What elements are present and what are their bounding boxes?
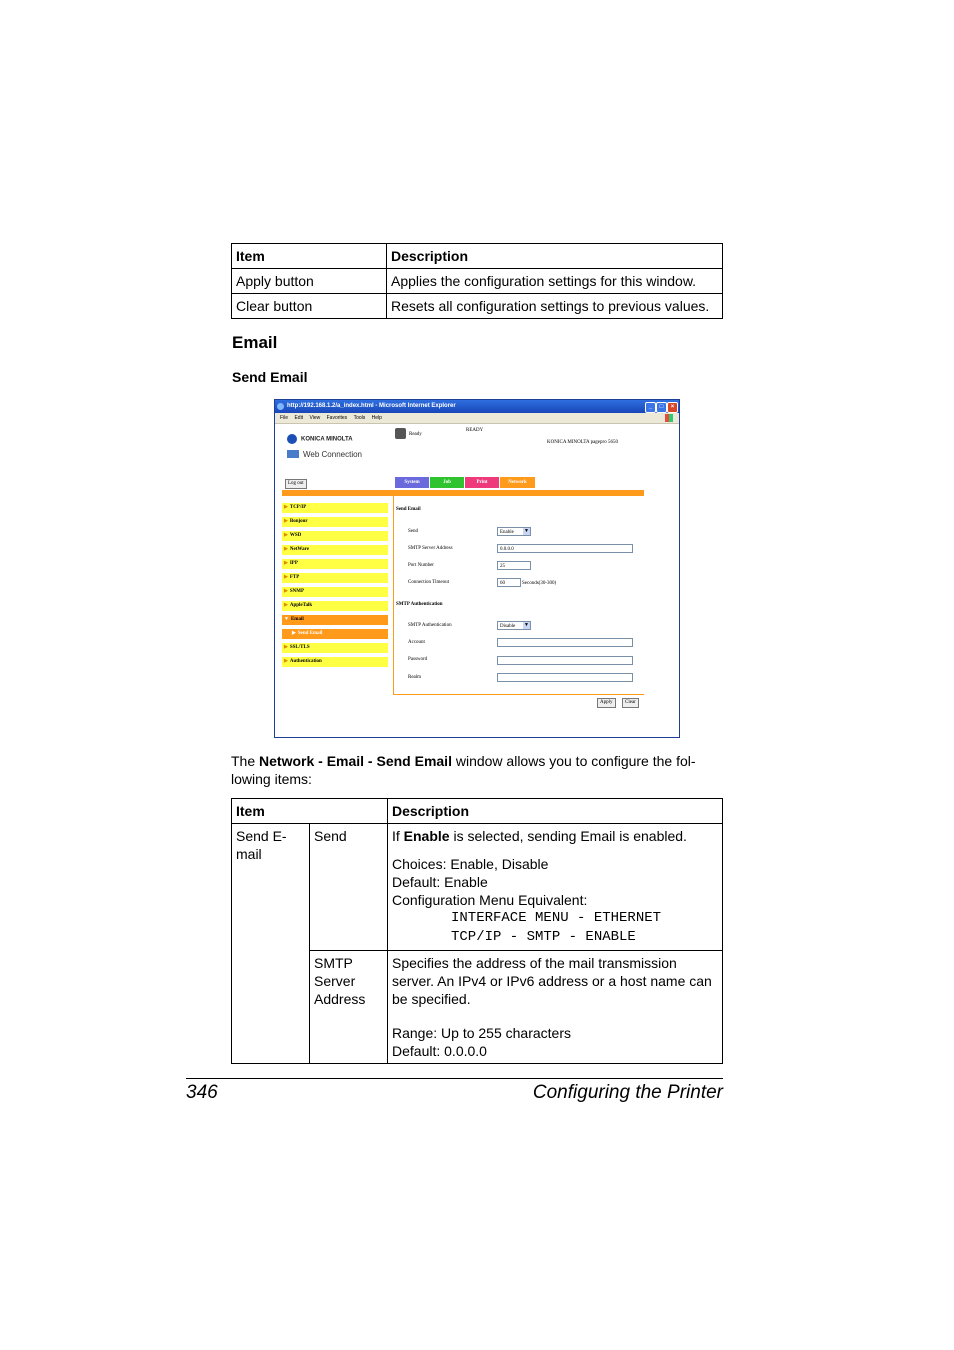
description-cell: If Enable is selected, sending Email is enabled. Choices: Enable, Disable Default: Enable Configuration Menu Equivalent: INTERFACE MENU - ETHERNET TCP/IP - SMTP - ENABLE	[388, 824, 723, 951]
tab-system[interactable]: System	[395, 477, 429, 488]
printer-status-icon	[395, 428, 406, 439]
table-row	[232, 294, 723, 319]
minimize-icon[interactable]: _	[645, 402, 656, 413]
table-header-description: Description	[388, 799, 723, 824]
sidebar-item-ssltls[interactable]: ▶ SSL/TLS	[282, 643, 388, 653]
menu-favorites[interactable]: Favorites	[326, 415, 348, 421]
table-cell: Resets all configuration settings to previous values.	[387, 294, 723, 319]
menu-edit[interactable]: Edit	[294, 415, 304, 421]
clear-button[interactable]: Clear	[622, 698, 639, 708]
page-number: 346	[186, 1082, 218, 1103]
footer-rule	[186, 1078, 723, 1079]
table-cell: Clear button	[232, 294, 387, 319]
smtp-server-label: SMTP Server Address	[408, 546, 453, 551]
account-input[interactable]	[497, 638, 633, 647]
window-title: http://192.168.1.2/a_index.html - Microsoft Internet Explorer	[287, 403, 456, 409]
sidebar-item-email[interactable]: ▼ Email	[282, 615, 388, 625]
tab-network[interactable]: Network	[500, 477, 535, 488]
konica-globe-icon	[287, 434, 297, 444]
chevron-down-icon: ▼	[524, 529, 529, 534]
send-label: Send	[408, 529, 418, 534]
port-number-input[interactable]: 25	[497, 561, 531, 570]
sidebar-item-tcpip[interactable]: ▶ TCP/IP	[282, 503, 388, 513]
close-icon[interactable]: ×	[667, 402, 678, 413]
sidebar-item-ipp[interactable]: ▶ IPP	[282, 559, 388, 569]
table-row	[232, 824, 723, 951]
sidebar-item-appletalk[interactable]: ▶ AppleTalk	[282, 601, 388, 611]
brand-text: KONICA MINOLTA	[301, 436, 353, 443]
menu-file[interactable]: File	[280, 415, 289, 421]
item-cell: Send	[310, 824, 388, 951]
windows-flag-icon	[665, 414, 673, 422]
connection-timeout-input[interactable]: 60	[497, 578, 521, 587]
maximize-icon[interactable]: □	[656, 402, 667, 413]
realm-input[interactable]	[497, 673, 633, 682]
sidebar-item-netware[interactable]: ▶ NetWare	[282, 545, 388, 555]
smtp-server-input[interactable]: 0.0.0.0	[497, 544, 633, 553]
sidebar-item-snmp[interactable]: ▶ SNMP	[282, 587, 388, 597]
status-text: READY	[466, 428, 484, 433]
intro-bold: Network - Email - Send Email	[259, 753, 452, 769]
sidebar-item-authentication[interactable]: ▶ Authentication	[282, 657, 388, 667]
chapter-title: Configuring the Printer	[532, 1082, 723, 1103]
table-cell: Applies the configuration settings for this window.	[387, 269, 723, 294]
menu-help[interactable]: Help	[371, 415, 382, 421]
sidebar-item-ftp[interactable]: ▶ FTP	[282, 573, 388, 583]
account-label: Account	[408, 640, 425, 645]
pagescope-icon	[287, 450, 299, 458]
item-cell: SMTP Server Address	[310, 951, 388, 1064]
table-header-description: Description	[387, 244, 723, 269]
table-row	[232, 269, 723, 294]
password-input[interactable]	[497, 656, 633, 665]
chevron-down-icon: ▼	[524, 623, 529, 628]
send-email-table	[231, 798, 723, 1064]
form-bottom-rule	[393, 694, 644, 695]
status-icon-label: Ready	[409, 432, 422, 437]
section-title: Email	[232, 333, 278, 352]
table-cell: Apply button	[232, 269, 387, 294]
apply-button[interactable]: Apply	[597, 698, 616, 708]
tab-print[interactable]: Print	[465, 477, 499, 488]
orange-rule	[282, 490, 644, 496]
sidebar-item-bonjour[interactable]: ▶ Bonjour	[282, 517, 388, 527]
logout-button[interactable]: Log out	[285, 479, 307, 489]
group-cell: Send E-mail	[232, 824, 310, 1064]
timeout-unit: Seconds(30-300)	[522, 581, 557, 586]
description-cell: Specifies the address of the mail transmission server. An IPv4 or IPv6 address or a host name can be specified. Range: Up to 255 characters Default: 0.0.0.0	[388, 951, 723, 1064]
table-header-item: Item	[232, 799, 388, 824]
port-number-label: Port Number	[408, 563, 434, 568]
smtp-auth-section: SMTP Authentication	[396, 602, 443, 607]
model-text: KONICA MINOLTA pagepro 5650	[547, 440, 618, 445]
panel-title: Send Email	[396, 507, 421, 512]
realm-label: Realm	[408, 675, 422, 680]
browser-titlebar	[275, 400, 679, 413]
web-connection-screenshot	[274, 399, 680, 738]
sidebar-divider	[393, 496, 394, 694]
web-connection-text: Web Connection	[303, 449, 362, 459]
intro-paragraph: The Network - Email - Send Email window allows you to configure the fol- lowing items:	[231, 753, 696, 787]
subsection-title: Send Email	[232, 369, 308, 385]
send-select[interactable]: Enable ▼	[497, 527, 531, 536]
browser-icon	[277, 403, 284, 410]
table-header-item: Item	[232, 244, 387, 269]
buttons-table	[231, 243, 723, 319]
menu-view[interactable]: View	[309, 415, 321, 421]
tab-job[interactable]: Job	[430, 477, 464, 488]
password-label: Password	[408, 657, 428, 662]
sidebar-item-send-email[interactable]: ▶ Send Email	[282, 629, 388, 639]
menu-tools[interactable]: Tools	[353, 415, 366, 421]
browser-menubar	[275, 413, 679, 424]
smtp-auth-label: SMTP Authentication	[408, 623, 452, 628]
smtp-auth-select[interactable]: Disable ▼	[497, 621, 531, 630]
web-connection-logo	[287, 445, 362, 463]
sidebar-item-wsd[interactable]: ▶ WSD	[282, 531, 388, 541]
connection-timeout-label: Connection Timeout	[408, 580, 449, 585]
